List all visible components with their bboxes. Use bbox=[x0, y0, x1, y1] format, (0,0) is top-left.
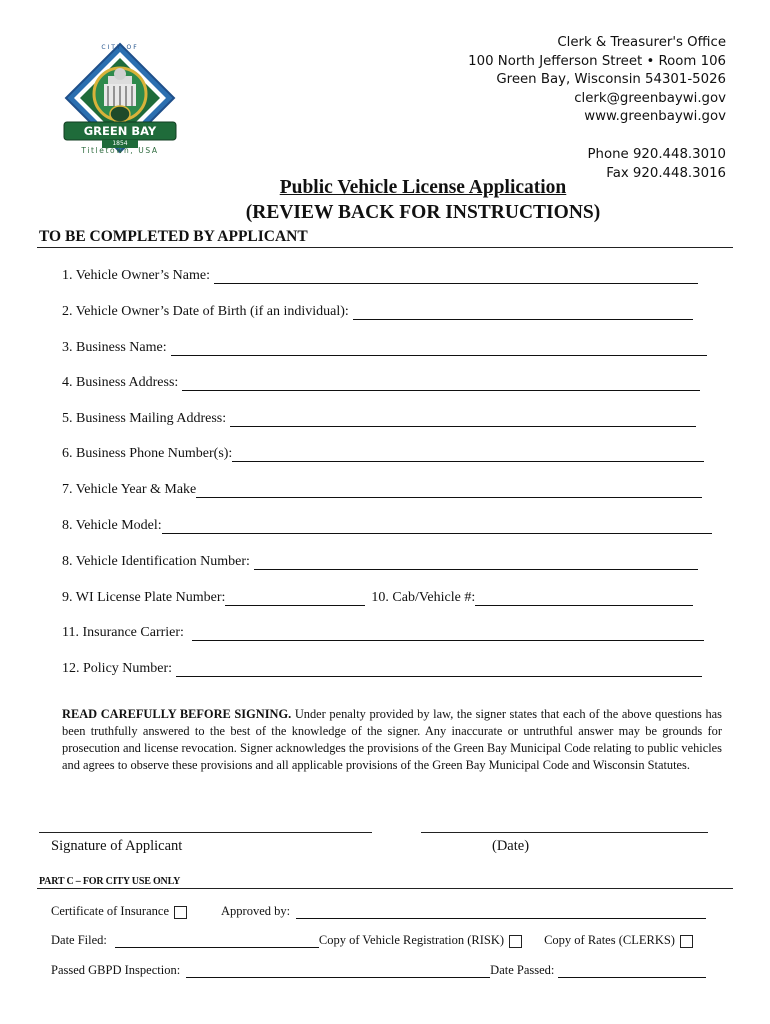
approved-by-label: Approved by: bbox=[221, 904, 291, 918]
signing-notice bbox=[62, 706, 722, 774]
vehicle-model-label: 8. Vehicle Model: bbox=[62, 518, 162, 533]
business-mailing-address-line[interactable] bbox=[230, 413, 696, 427]
date-filed-line[interactable] bbox=[115, 934, 319, 948]
vin-line[interactable] bbox=[254, 556, 698, 570]
owner-dob-line[interactable] bbox=[353, 306, 693, 320]
office-email: clerk@greenbaywi.gov bbox=[574, 90, 726, 106]
date-filed-label: Date Filed: bbox=[51, 933, 107, 947]
business-phone-line[interactable] bbox=[232, 448, 704, 462]
date-filed-field bbox=[51, 933, 693, 948]
approved-by-field bbox=[221, 904, 706, 919]
owner-name-line[interactable] bbox=[214, 270, 698, 284]
office-name: Clerk & Treasurer's Office bbox=[557, 35, 726, 50]
cab-label: 10. Cab/Vehicle #: bbox=[371, 590, 476, 605]
office-address-block bbox=[468, 34, 726, 127]
cab-line[interactable] bbox=[475, 592, 693, 606]
insurance-carrier-label: 11. Insurance Carrier: bbox=[62, 625, 184, 640]
plate-and-cab-field bbox=[62, 590, 693, 606]
business-phone-field bbox=[62, 446, 704, 462]
office-website: www.greenbaywi.gov bbox=[584, 109, 726, 125]
inspection-label: Passed GBPD Inspection: bbox=[51, 963, 181, 977]
copy-registration-checkbox[interactable] bbox=[509, 935, 522, 948]
certificate-of-insurance-field bbox=[51, 904, 187, 919]
business-address-line[interactable] bbox=[182, 377, 700, 391]
date-label: (Date) bbox=[492, 838, 530, 854]
vin-label: 8. Vehicle Identification Number: bbox=[62, 554, 250, 569]
section-divider bbox=[37, 247, 733, 248]
owner-dob-field bbox=[62, 304, 693, 320]
policy-number-field bbox=[62, 661, 702, 677]
office-city-state: Green Bay, Wisconsin 54301-5026 bbox=[496, 72, 726, 88]
seal-year: 1854 bbox=[112, 140, 128, 147]
owner-name-field bbox=[62, 268, 698, 284]
form-title: Public Vehicle License Application bbox=[279, 177, 567, 198]
vehicle-year-make-label: 7. Vehicle Year & Make bbox=[62, 482, 197, 497]
business-name-label: 3. Business Name: bbox=[62, 340, 167, 355]
insurance-carrier-line[interactable] bbox=[192, 627, 704, 641]
form-subtitle: (REVIEW BACK FOR INSTRUCTIONS) bbox=[245, 202, 601, 223]
date-passed-line[interactable] bbox=[558, 964, 706, 978]
vehicle-year-make-line[interactable] bbox=[196, 484, 702, 498]
business-address-label: 4. Business Address: bbox=[62, 375, 179, 390]
inspection-line[interactable] bbox=[186, 964, 490, 978]
copy-registration-label: Copy of Vehicle Registration (RISK) bbox=[318, 933, 505, 947]
vehicle-model-line[interactable] bbox=[162, 520, 712, 534]
business-address-field bbox=[62, 375, 700, 391]
certificate-label: Certificate of Insurance bbox=[51, 904, 169, 918]
applicant-section-heading: TO BE COMPLETED BY APPLICANT bbox=[39, 228, 308, 245]
signature-label: Signature of Applicant bbox=[51, 838, 183, 854]
part-c-divider bbox=[37, 888, 733, 889]
vehicle-model-field bbox=[62, 518, 712, 534]
certificate-checkbox[interactable] bbox=[174, 906, 187, 919]
office-fax: Fax 920.448.3016 bbox=[606, 165, 726, 181]
insurance-carrier-field bbox=[62, 625, 704, 641]
seal-tagline: Titletown, USA bbox=[81, 146, 159, 155]
vin-field bbox=[62, 554, 698, 570]
business-mailing-address-label: 5. Business Mailing Address: bbox=[62, 411, 227, 426]
copy-rates-label: Copy of Rates (CLERKS) bbox=[544, 933, 675, 947]
notice-heading: READ CAREFULLY BEFORE SIGNING. bbox=[62, 707, 292, 721]
policy-number-line[interactable] bbox=[176, 663, 702, 677]
owner-name-label: 1. Vehicle Owner’s Name: bbox=[62, 268, 210, 283]
date-passed-label: Date Passed: bbox=[490, 963, 555, 977]
plate-line[interactable] bbox=[225, 592, 365, 606]
policy-number-label: 12. Policy Number: bbox=[62, 661, 173, 676]
approved-by-line[interactable] bbox=[296, 905, 706, 919]
business-name-line[interactable] bbox=[171, 342, 707, 356]
signature-line[interactable] bbox=[39, 832, 372, 833]
seal-city-name: GREEN BAY bbox=[83, 124, 157, 138]
gbpd-inspection-field bbox=[51, 963, 706, 978]
owner-dob-label: 2. Vehicle Owner’s Date of Birth (if an individual): bbox=[62, 304, 349, 319]
business-phone-label: 6. Business Phone Number(s): bbox=[62, 446, 233, 461]
plate-label: 9. WI License Plate Number: bbox=[62, 590, 226, 605]
business-mailing-address-field bbox=[62, 411, 696, 427]
part-c-heading: PART C – FOR CITY USE ONLY bbox=[39, 876, 181, 887]
office-phone: Phone 920.448.3010 bbox=[587, 147, 726, 162]
vehicle-year-make-field bbox=[62, 482, 702, 498]
date-line[interactable] bbox=[421, 832, 708, 833]
office-street: 100 North Jefferson Street • Room 106 bbox=[468, 53, 726, 69]
business-name-field bbox=[62, 340, 707, 356]
copy-rates-checkbox[interactable] bbox=[680, 935, 693, 948]
notice-body: Under penalty provided by law, the signer states that each of the above questions has been truthfully answered to the best of the knowledge of the signer. Any inaccurate or untruthful answer may be grounds for prosecution and license revocation. Signer acknowledges the provisions of the Green Bay Municipal Code relating to public vehicles and agrees to observe these provisions and all applicable provisions of the Green Bay Municipal Code and Wisconsin Statutes. bbox=[62, 707, 722, 772]
seal-top-text: CITY OF bbox=[101, 44, 139, 51]
